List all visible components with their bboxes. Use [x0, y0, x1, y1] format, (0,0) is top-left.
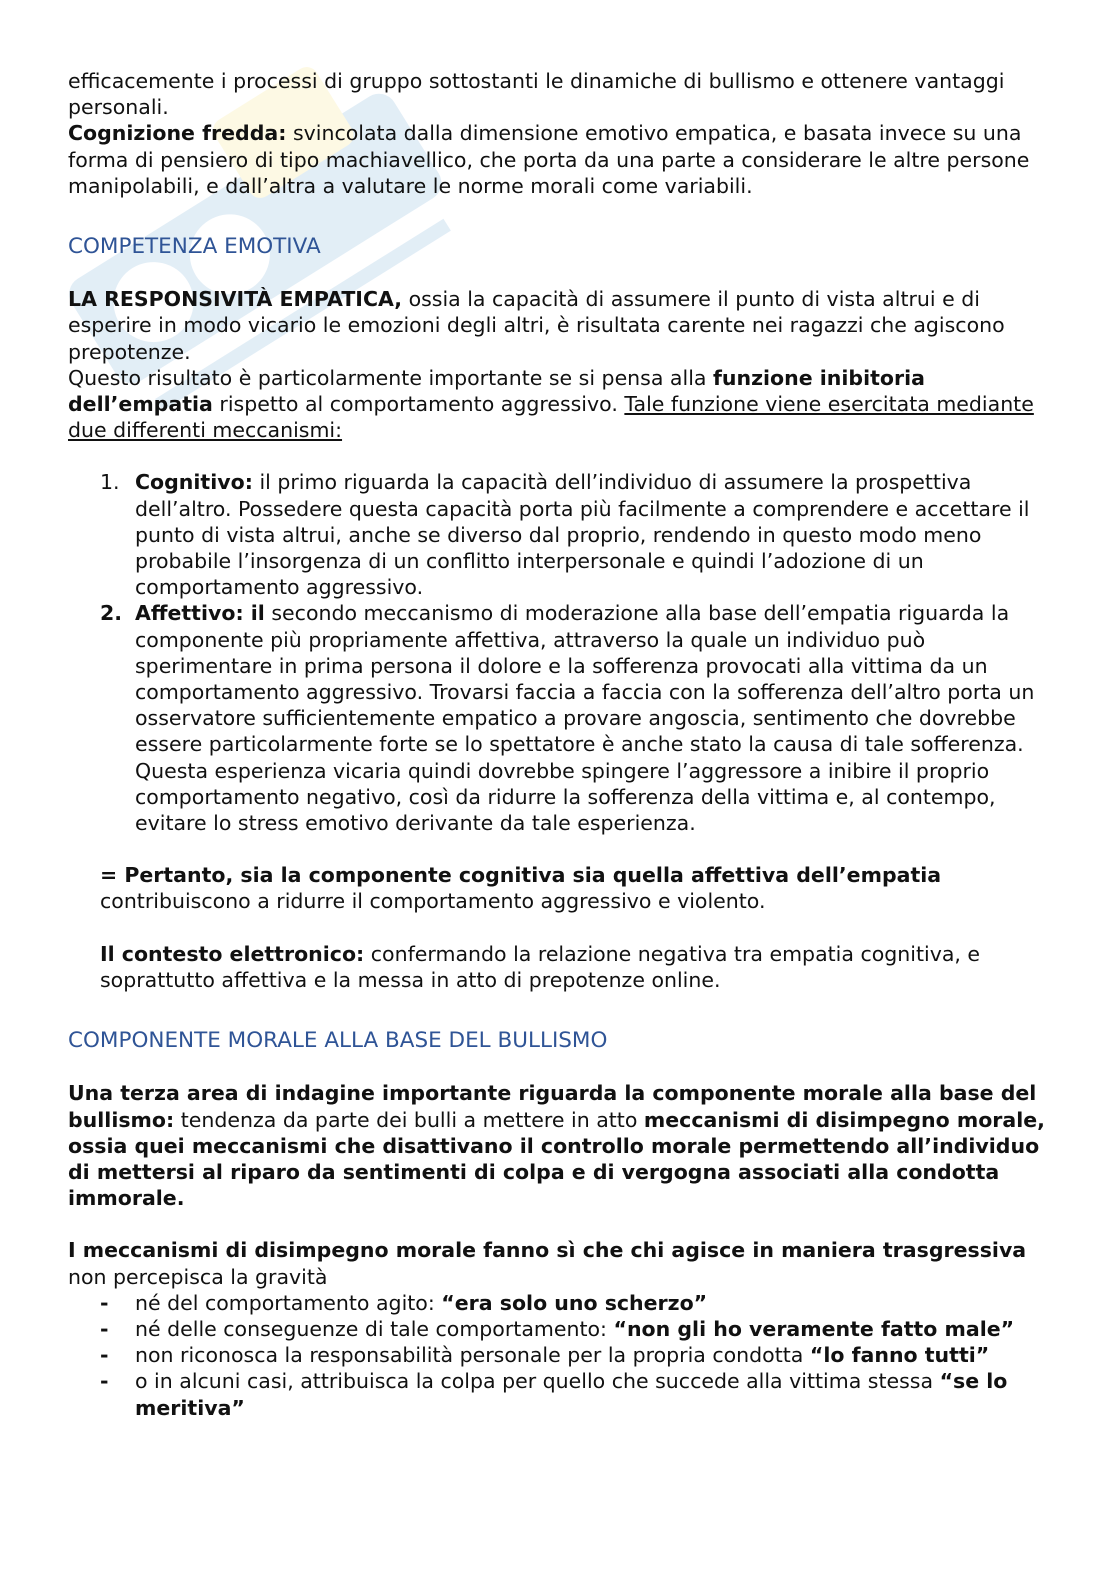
bullet-quote: “lo fanno tutti”: [809, 1343, 990, 1368]
dash-marker: -: [100, 1343, 109, 1368]
list-item-text: il primo riguarda la capacità dell’individuo di assumere la prospettiva dell’altro. Possedere questa capacità porta più facilmente a comprendere e accettare il punto di vista altrui, anche se diverso dal proprio, rendendo in questo modo meno probabile l’insorgenza di un conflitto interpersonale e quindi l’adozione di un comportamento aggressivo.: [135, 470, 1030, 600]
intro-line: efficacemente i processi di gruppo sottostanti le dinamiche di bullismo e ottenere vantaggi personali.: [68, 69, 1005, 120]
bullet-text: né delle conseguenze di tale comportamento:: [135, 1316, 607, 1341]
dash-marker: -: [100, 1290, 109, 1315]
list-item: [68, 469, 1058, 600]
list-item: [68, 1316, 1058, 1342]
electronic-context-label: Il contesto elettronico:: [100, 941, 365, 966]
section-heading-moral: COMPONENTE MORALE ALLA BASE DEL BULLISMO: [68, 1028, 608, 1054]
list-marker: 1.: [100, 470, 120, 495]
conclusion-text: contribuiscono a ridurre il comportamento aggressivo e violento.: [100, 889, 766, 914]
list-item: [68, 600, 1058, 836]
conclusion-paragraph: [68, 862, 1058, 914]
list-item-label: Cognitivo:: [135, 470, 253, 495]
empathic-responsiveness-text: ossia la capacità di assumere il punto di vista altrui e di esperire in modo vicario le emozioni degli altri, è risultata carente nei ragazzi che agiscono prepotenze.: [68, 287, 1005, 364]
moral-component-paragraph: [68, 1080, 1058, 1211]
empathic-responsiveness-paragraph: [68, 286, 1058, 443]
list-item: [68, 1290, 1058, 1316]
bullet-quote: “se lo meritiva”: [135, 1369, 1008, 1420]
mechanisms-underlined-text: Tale funzione viene esercitata mediante due differenti meccanismi:: [68, 392, 1034, 443]
electronic-context-paragraph: [68, 941, 1058, 993]
disengagement-text: non percepisca la gravità: [68, 1264, 328, 1289]
bullet-quote: “non gli ho veramente fatto male”: [613, 1316, 1015, 1341]
bullet-text: né del comportamento agito:: [135, 1290, 435, 1315]
moral-disengagement-definition: meccanismi di disimpegno morale, ossia quei meccanismi che disattivano il controllo morale permettendo all’individuo di mettersi al riparo da sentimenti di colpa e di vergogna associati alla condotta immorale.: [68, 1107, 1045, 1211]
disengagement-paragraph: [68, 1237, 1058, 1289]
mechanisms-list: [68, 469, 1058, 836]
dash-marker: -: [100, 1369, 109, 1394]
list-item-text: secondo meccanismo di moderazione alla base dell’empatia riguarda la componente più propriamente affettiva, attraverso la quale un individuo può sperimentare in prima persona il dolore e la sofferenza provocati alla vittima da un comportamento aggressivo. Trovarsi faccia a faccia con la sofferenza dell’altro porta un osservatore sufficientemente empatico a provare angoscia, sentimento che dovrebbe essere particolarmente forte se lo spettatore è anche stato la causa di tale sofferenza. Questa esperienza vicaria quindi dovrebbe spingere l’aggressore a inibire il proprio comportamento negativo, così da ridurre la sofferenza della vittima e, al contempo, evitare lo stress emotivo derivante da tale esperienza.: [135, 601, 1035, 836]
disengagement-list: [68, 1290, 1058, 1421]
moral-component-label: Una terza area di indagine importante riguarda la componente morale alla base del bullismo:: [68, 1081, 1037, 1132]
list-item-label: Affettivo: il: [135, 601, 265, 626]
disengagement-label: I meccanismi di disimpegno morale fanno sì che chi agisce in maniera trasgressiva: [68, 1238, 1027, 1263]
dash-marker: -: [100, 1316, 109, 1341]
moral-component-text: tendenza da parte dei bulli a mettere in atto: [180, 1107, 638, 1132]
list-item: [68, 1368, 1058, 1420]
conclusion-label: = Pertanto, sia la componente cognitiva sia quella affettiva dell’empatia: [100, 863, 942, 888]
list-item: [68, 1342, 1058, 1368]
bullet-quote: “era solo uno scherzo”: [441, 1290, 708, 1315]
empathic-responsiveness-label: LA RESPONSIVITÀ EMPATICA,: [68, 287, 403, 312]
section-heading-emotional: COMPETENZA EMOTIVA: [68, 234, 321, 260]
cold-cognition-label: Cognizione fredda:: [68, 121, 287, 146]
document-page: [68, 68, 1058, 1421]
cold-cognition-text: svincolata dalla dimensione emotivo empatica, e basata invece su una forma di pensiero di tipo machiavellico, che porta da una parte a considerare le altre persone manipolabili, e dall’altra a valutare le norme morali come variabili.: [68, 121, 1030, 198]
intro-paragraph: [68, 68, 1058, 199]
bullet-text: o in alcuni casi, attribuisca la colpa per quello che succede alla vittima stessa: [135, 1369, 934, 1394]
list-marker: 2.: [100, 601, 123, 626]
bullet-text: non riconosca la responsabilità personale per la propria condotta: [135, 1343, 804, 1368]
electronic-context-text: confermando la relazione negativa tra empatia cognitiva, e soprattutto affettiva e la messa in atto di prepotenze online.: [100, 941, 981, 992]
inhibitory-function-label: funzione inibitoria dell’empatia: [68, 365, 925, 417]
inhibitory-intro-text: Questo risultato è particolarmente importante se si pensa alla: [68, 365, 707, 390]
inhibitory-text: rispetto al comportamento aggressivo.: [219, 392, 618, 417]
